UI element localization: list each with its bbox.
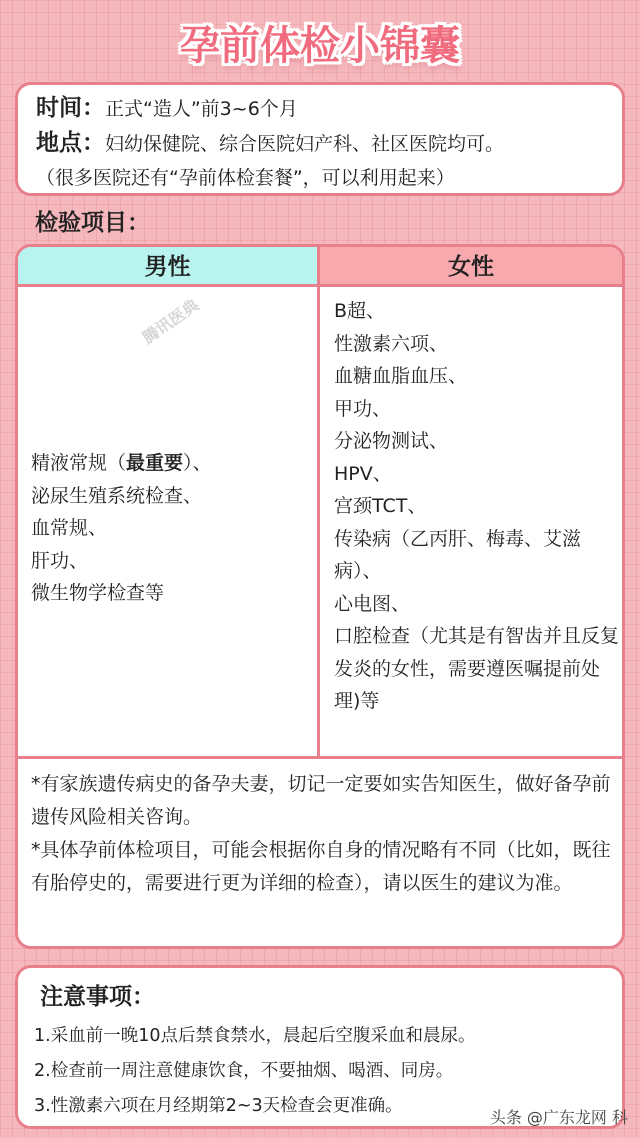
- page-title: 孕前体检小锦囊: [180, 23, 460, 69]
- male-item: 肝功、: [31, 549, 89, 572]
- tip-item: 2.检查前一周注意健康饮食，不要抽烟、喝酒、同房。: [34, 1061, 454, 1081]
- note-item: *具体孕前体检项目，可能会根据你自身的情况略有不同（比如，既往有胎停史的，需要进行更为详细的检查），请以医生的建议为准。: [31, 839, 611, 894]
- time-label: 时间：: [36, 95, 105, 121]
- male-item: 泌尿生殖系统检查、: [31, 484, 203, 507]
- female-item: B超、: [334, 300, 386, 322]
- female-item: 血糖血脂血压、: [334, 365, 468, 387]
- female-item: 口腔检查（尤其是有智齿并且反复发炎的女性，需要遵医嘱提前处理)等: [334, 625, 620, 712]
- tips-title: 注意事项：: [40, 984, 155, 1010]
- male-item: 血常规、: [31, 517, 108, 539]
- time-value: 正式“造人”前3~6个月: [105, 98, 298, 120]
- tip-item: 3.性激素六项在月经期第2~3天检查会更准确。: [34, 1096, 403, 1116]
- male-item: 精液常规（最重要）、: [31, 452, 212, 474]
- tip-item: 1.采血前一晚10点后禁食禁水，晨起后空腹采血和晨尿。: [34, 1026, 476, 1046]
- female-column: [320, 287, 622, 759]
- note-item: *有家族遗传病史的备孕夫妻，切记一定要如实告知医生，做好备孕前遗传风险相关咨询。: [31, 773, 611, 828]
- female-item: 心电图、: [334, 592, 411, 615]
- female-item: HPV、: [334, 462, 392, 485]
- exam-table: [15, 244, 625, 949]
- info-box: [15, 82, 625, 196]
- section-title: 检验项目：: [35, 210, 150, 236]
- female-item: 甲功、: [334, 397, 392, 420]
- female-item: 宫颈TCT、: [334, 495, 427, 517]
- corner-watermark: 头条 @广东龙网 科: [489, 1108, 628, 1127]
- female-item: 分泌物测试、: [334, 430, 449, 452]
- male-header: 男性: [18, 247, 320, 287]
- watermark: 腾讯医典: [138, 295, 203, 348]
- info-note: （很多医院还有“孕前体检套餐”，可以利用起来）: [36, 167, 455, 189]
- male-column: [18, 287, 320, 759]
- male-item: 微生物学检查等: [31, 582, 165, 604]
- female-item: 传染病（乙丙肝、梅毒、艾滋病）、: [334, 527, 582, 582]
- place-value: 妇幼保健院、综合医院妇产科、社区医院均可。: [105, 133, 505, 155]
- female-header: 女性: [320, 247, 622, 287]
- female-item: 性激素六项、: [334, 332, 449, 355]
- table-notes: [31, 762, 616, 900]
- place-label: 地点：: [36, 130, 105, 156]
